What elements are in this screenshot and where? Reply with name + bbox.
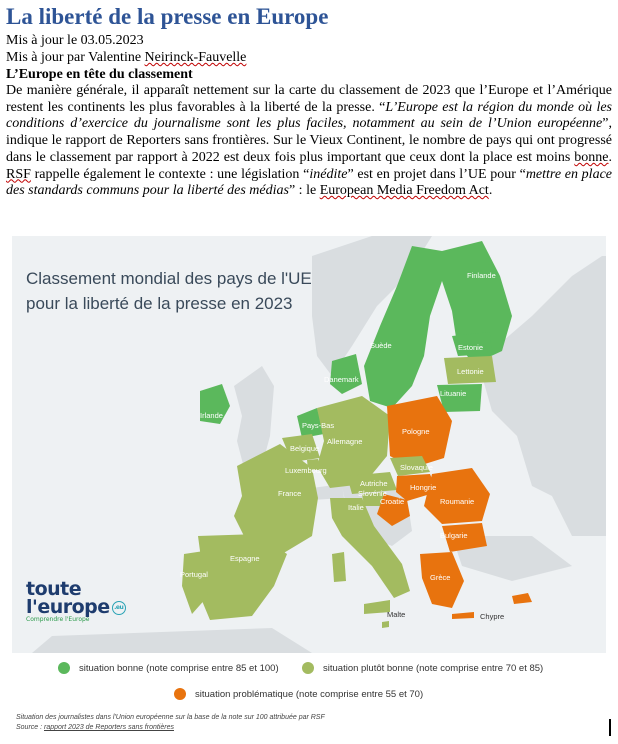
- label-croatie: Croatie: [380, 497, 405, 506]
- para-text-4: rappelle également le contexte : une législation “: [30, 166, 310, 182]
- document: [6, 4, 612, 200]
- label-italie: Italie: [348, 503, 364, 512]
- legend-dot-problematique: [174, 688, 186, 700]
- label-danemark: Danemark: [324, 375, 359, 384]
- label-finlande: Finlande: [467, 271, 496, 280]
- label-lituanie: Lituanie: [440, 389, 467, 398]
- caption-line1: Situation des journalistes dans l'Union européenne sur la base de la note sur 100 attribuée par RSF: [16, 714, 325, 721]
- logo-line1: toute: [26, 578, 82, 600]
- legend-label-problematique: situation problématique (note comprise entre 55 et 70): [195, 688, 424, 700]
- para-text-6: ” : le: [288, 183, 320, 199]
- label-chypre: Chypre: [480, 612, 505, 621]
- country-italie-sardaigne: [332, 552, 346, 582]
- logo-line2: [26, 598, 136, 616]
- figure-title: [26, 266, 356, 316]
- logo-eu-badge: .eu: [112, 601, 126, 615]
- section-heading: L’Europe en tête du classement: [6, 67, 193, 82]
- label-malte: Malte: [387, 610, 406, 619]
- label-roumanie: Roumanie: [440, 497, 475, 506]
- label-lettonie: Lettonie: [457, 367, 484, 376]
- para-act: European Media Freedom Act: [319, 183, 489, 199]
- para-text-3: .: [608, 149, 612, 165]
- map-legend: [12, 654, 606, 712]
- toute-leurope-logo: [26, 580, 136, 624]
- article-title: La liberté de la presse en Europe: [6, 4, 329, 29]
- island-crete: [452, 612, 474, 619]
- legend-label-plutot-bonne: situation plutôt bonne (note comprise entre 70 et 85): [323, 662, 544, 674]
- legend-dot-bonne: [58, 662, 70, 674]
- para-text-1: De manière générale, il apparaît nettement sur la carte du classement de 2023 que l’Europe et l’Amérique restent les continents les plus favorables à la liberté de la presse. “: [6, 83, 612, 115]
- label-espagne: Espagne: [230, 554, 260, 563]
- label-luxembourg: Luxembourg: [285, 466, 327, 475]
- caption-source-link[interactable]: rapport 2023 de Reporters sans frontières: [44, 724, 174, 731]
- country-espagne: [198, 534, 287, 620]
- article-paragraph: [6, 83, 612, 200]
- para-text-2: ”, indique le rapport de Reporters sans frontières. Sur le Vieux Continent, le nombre de pays qui ont progressé dans le classement par rapport à 2022 est deux fois plus important que ceux dont la place est moins: [6, 116, 612, 165]
- label-irlande: Irlande: [200, 411, 223, 420]
- label-estonie: Estonie: [458, 343, 484, 352]
- figure-caption: [16, 713, 576, 733]
- north-africa: [32, 628, 312, 653]
- text-cursor: [609, 719, 611, 736]
- label-slovenie: Slovénie: [358, 489, 387, 498]
- figure-title-line1: Classement mondial des pays de l'UE: [26, 269, 312, 288]
- legend-label-bonne: situation bonne (note comprise entre 85 et 100): [79, 662, 279, 674]
- legend-item-problematique: [174, 688, 423, 700]
- label-grece: Grèce: [430, 573, 451, 582]
- logo-line2-text: l'europe: [26, 596, 110, 618]
- label-bulgarie: Bulgarie: [440, 531, 468, 540]
- label-pays-bas: Pays-Bas: [302, 421, 335, 430]
- label-allemagne: Allemagne: [327, 437, 363, 446]
- update-author-prefix: Mis à jour par Valentine: [6, 50, 145, 65]
- para-text-7: .: [488, 183, 493, 199]
- para-rsf: RSF: [6, 166, 31, 182]
- label-pologne: Pologne: [402, 427, 430, 436]
- legend-dot-plutot-bonne: [302, 662, 314, 674]
- country-chypre: [512, 593, 532, 604]
- logo-tagline: Comprendre l'Europe: [26, 616, 90, 623]
- update-author: [6, 49, 612, 66]
- legend-item-bonne: [58, 662, 279, 674]
- update-date: Mis à jour le 03.05.2023: [6, 33, 144, 48]
- label-portugal: Portugal: [180, 570, 208, 579]
- legend-item-plutot-bonne: [302, 662, 543, 674]
- figure-title-line2: pour la liberté de la presse en 2023: [26, 294, 293, 313]
- press-freedom-map-figure: [12, 236, 606, 653]
- para-quote-3: mettre en place des standards communs pour la liberté des médias: [6, 166, 613, 199]
- label-autriche: Autriche: [360, 479, 388, 488]
- update-author-name: Neirinck-Fauvelle: [144, 50, 247, 65]
- para-text-5: ” est en projet dans l’UE pour “: [347, 166, 526, 182]
- label-france: France: [278, 489, 302, 498]
- caption-source: [16, 723, 576, 733]
- label-belgique: Belgique: [290, 444, 320, 453]
- country-malte: [382, 621, 389, 628]
- label-hongrie: Hongrie: [410, 483, 437, 492]
- country-roumanie: [424, 468, 490, 524]
- label-slovaquie: Slovaquie: [400, 463, 433, 472]
- para-word-bonne: bonne: [574, 149, 609, 165]
- para-quote-1: L’Europe est la région du monde où les conditions d’exercice du journalisme sont les plus faciles, notamment au sein de l’Union européenne: [6, 99, 613, 132]
- label-suede: Suède: [370, 341, 392, 350]
- caption-source-prefix: Source :: [16, 724, 45, 731]
- para-quote-2: inédite: [309, 166, 348, 182]
